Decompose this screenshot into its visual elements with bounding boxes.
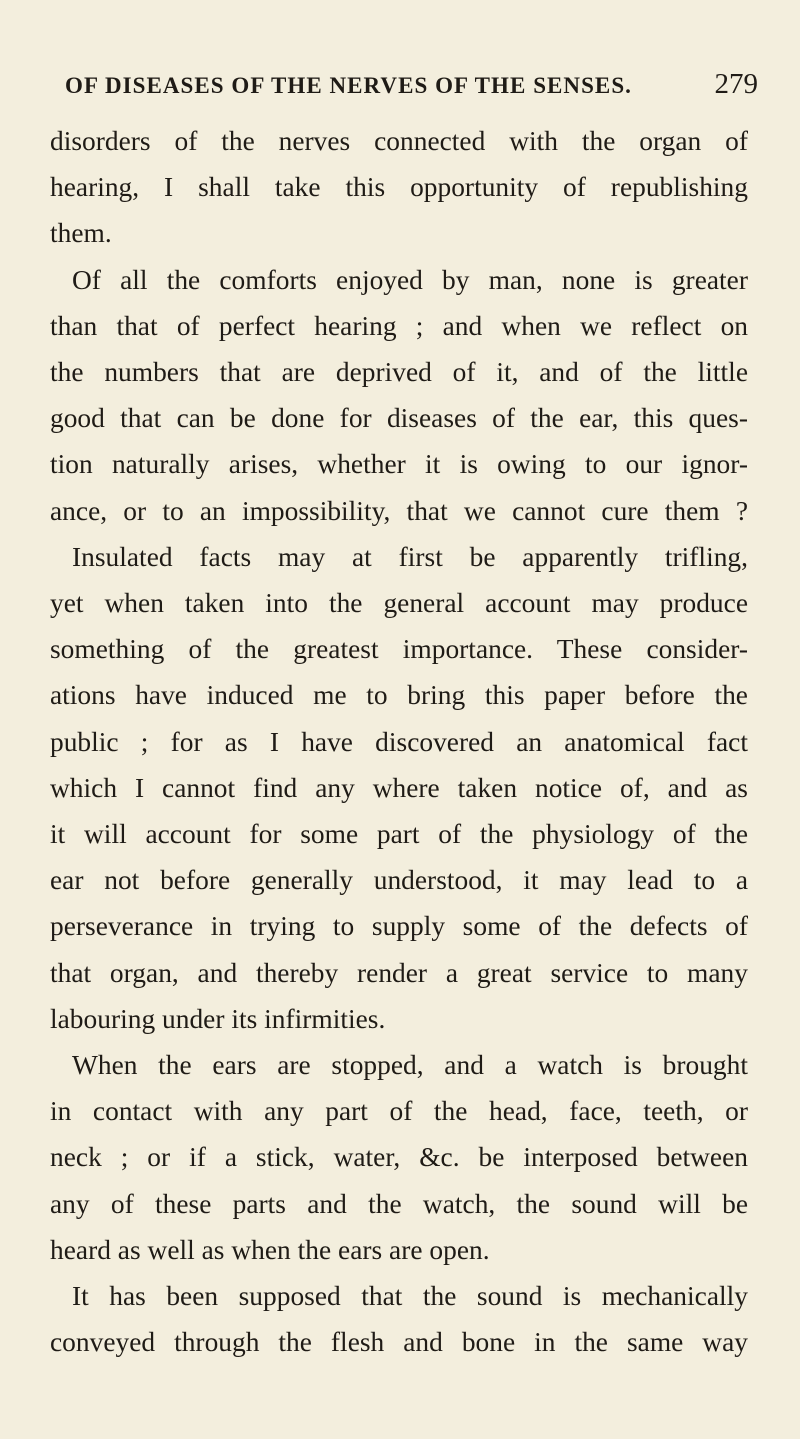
text-line: neck ; or if a stick, water, &c. be interposed between: [50, 1142, 748, 1173]
text-line: When the ears are stopped, and a watch is brought: [72, 1050, 748, 1081]
paragraph: [50, 118, 748, 257]
running-head: [50, 0, 758, 118]
text-line: heard as well as when the ears are open.: [50, 1234, 490, 1265]
text-line: ations have induced me to bring this paper before the: [50, 680, 748, 711]
paragraph: [50, 257, 748, 1042]
text-line: It has been supposed that the sound is mechanically: [72, 1281, 748, 1312]
text-line: Of all the comforts enjoyed by man, none is greater: [72, 264, 748, 295]
paragraph: [50, 1273, 748, 1365]
text-line: which I cannot find any where taken notice of, and as: [50, 772, 748, 803]
page-number: 279: [714, 68, 758, 100]
text-line: yet when taken into the general account may produce: [50, 588, 748, 619]
text-line: tion naturally arises, whether it is owing to our ignor-: [50, 449, 748, 480]
text-line: in contact with any part of the head, face, teeth, or: [50, 1096, 748, 1127]
text-line: perseverance in trying to supply some of the defects of: [50, 911, 748, 942]
text-line: ance, or to an impossibility, that we cannot cure them ?: [50, 495, 748, 526]
body-text: [50, 118, 748, 1365]
text-line: them.: [50, 218, 112, 249]
text-line: any of these parts and the watch, the sound will be: [50, 1188, 748, 1219]
text-line: it will account for some part of the physiology of the: [50, 819, 748, 850]
text-line: public ; for as I have discovered an anatomical fact: [50, 726, 748, 757]
text-line: labouring under its infirmities.: [50, 1003, 386, 1034]
text-line: ear not before generally understood, it may lead to a: [50, 865, 748, 896]
running-title: OF DISEASES OF THE NERVES OF THE SENSES.: [65, 73, 632, 98]
text-line: the numbers that are deprived of it, and of the little: [50, 357, 748, 388]
paragraph: [50, 1042, 748, 1273]
text-line: that organ, and thereby render a great service to many: [50, 957, 748, 988]
text-line: good that can be done for diseases of the ear, this ques-: [50, 403, 748, 434]
text-line: than that of perfect hearing ; and when we reflect on: [50, 310, 748, 341]
text-line: hearing, I shall take this opportunity of republishing: [50, 172, 748, 203]
text-line: something of the greatest importance. These consider-: [50, 634, 748, 665]
text-line: Insulated facts may at first be apparently trifling,: [72, 541, 748, 572]
text-line: conveyed through the flesh and bone in the same way: [50, 1327, 748, 1358]
text-line: disorders of the nerves connected with the organ of: [50, 126, 748, 156]
